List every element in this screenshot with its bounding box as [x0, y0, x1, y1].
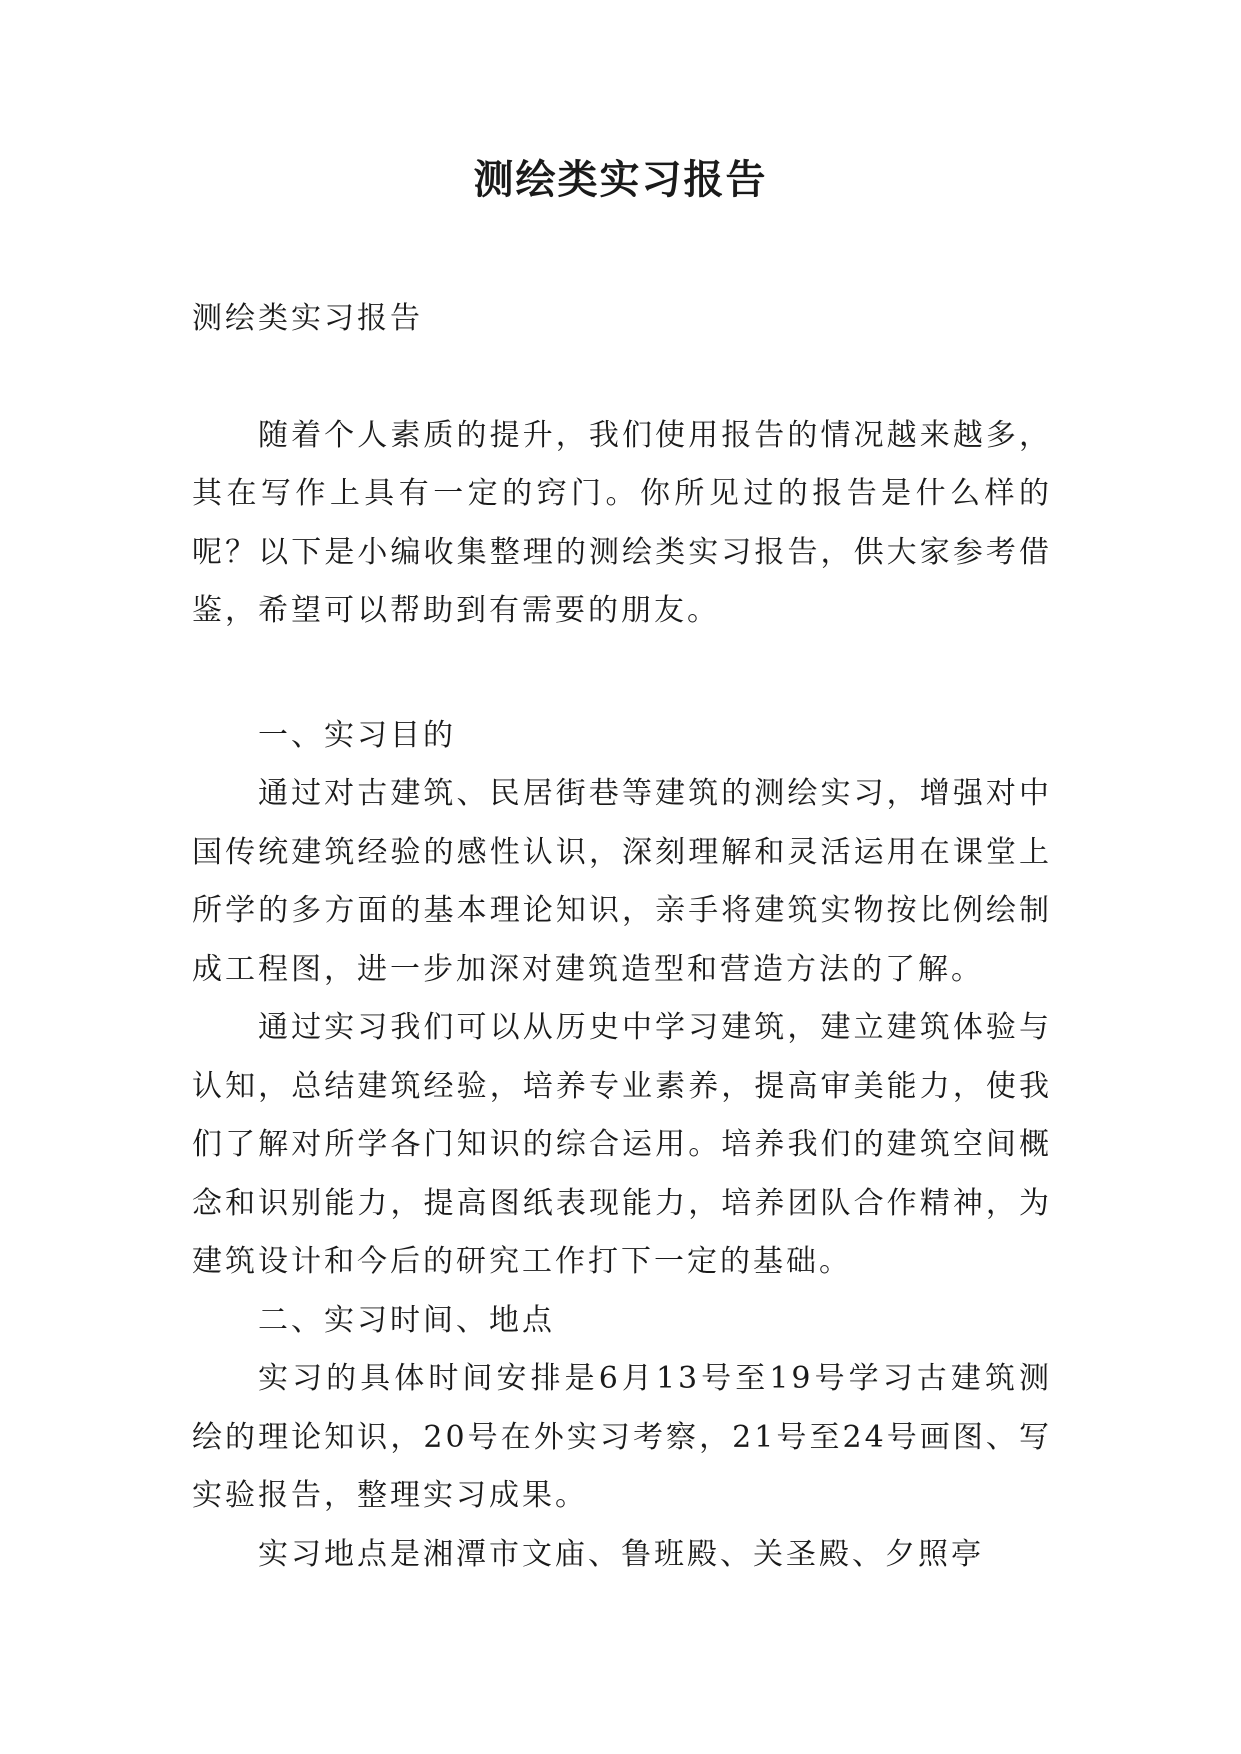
section-heading-time-place: 二、实习时间、地点: [258, 1302, 555, 1338]
place-paragraph: 实习地点是湘潭市文庙、鲁班殿、关圣殿、夕照亭: [258, 1536, 984, 1572]
document-body: [192, 290, 1052, 1584]
time-paragraph: 实习的具体时间安排是6月13号至19号学习古建筑测绘的理论知识，20号在外实习考察，21号至24号画图、写实验报告，整理实习成果。: [192, 1361, 1052, 1513]
section-heading-purpose: 一、实习目的: [258, 717, 456, 753]
document-title: 测绘类实习报告: [473, 157, 768, 203]
document-subtitle: 测绘类实习报告: [192, 301, 423, 336]
intro-paragraph: 随着个人素质的提升，我们使用报告的情况越来越多，其在写作上具有一定的窍门。你所见过的报告是什么样的呢？以下是小编收集整理的测绘类实习报告，供大家参考借鉴，希望可以帮助到有需要的朋友。: [192, 417, 1052, 628]
purpose-paragraph-1: 通过对古建筑、民居街巷等建筑的测绘实习，增强对中国传统建筑经验的感性认识，深刻理解和灵活运用在课堂上所学的多方面的基本理论知识，亲手将建筑实物按比例绘制成工程图，进一步加深对建筑造型和营造方法的了解。: [192, 776, 1052, 987]
purpose-paragraph-2: 通过实习我们可以从历史中学习建筑，建立建筑体验与认知，总结建筑经验，培养专业素养，提高审美能力，使我们了解对所学各门知识的综合运用。培养我们的建筑空间概念和识别能力，提高图纸表现能力，培养团队合作精神，为建筑设计和今后的研究工作打下一定的基础。: [192, 1010, 1052, 1279]
